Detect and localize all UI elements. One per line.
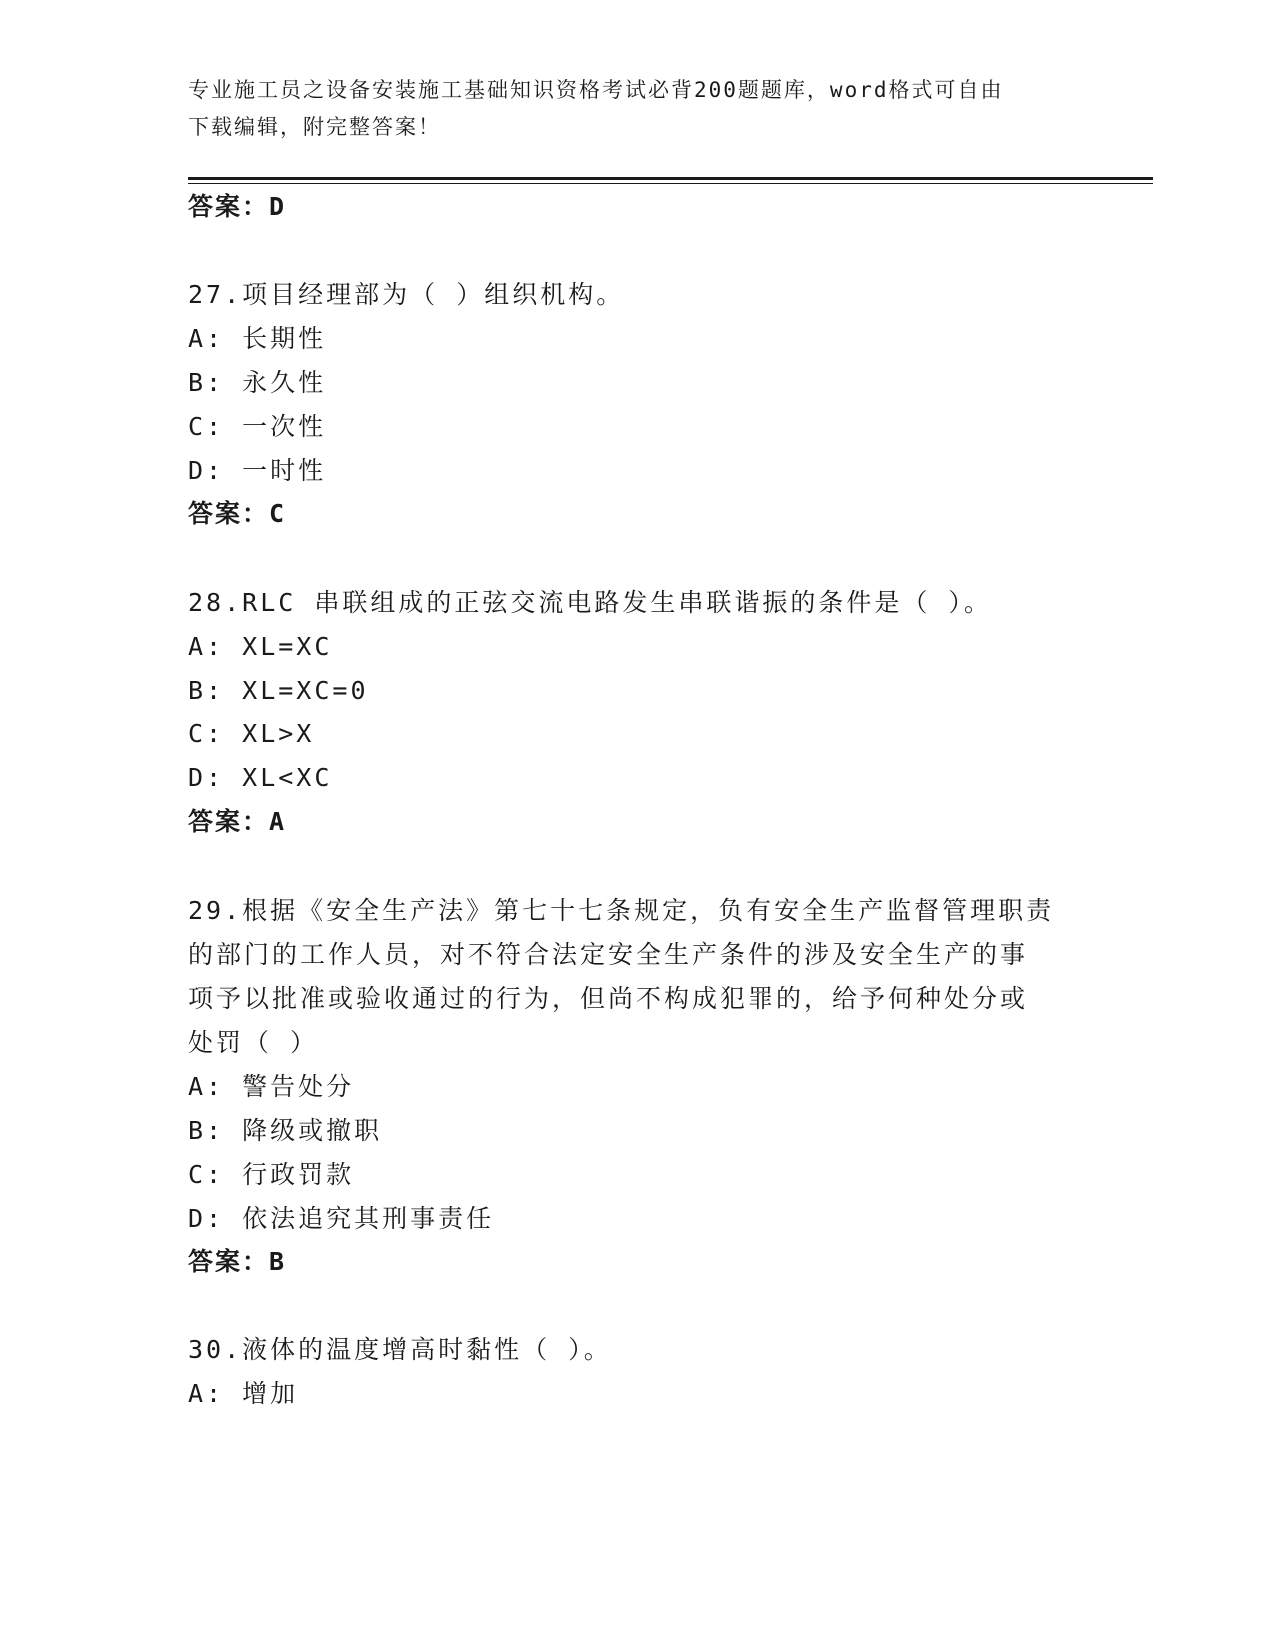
header-title-line-2: 下载编辑，附完整答案！	[188, 115, 441, 139]
header-title-line-1: 专业施工员之设备安装施工基础知识资格考试必背200题题库，word格式可自由	[188, 78, 1004, 102]
header-divider-thin	[188, 183, 1153, 184]
question-29-option-d: D: 依法追究其刑事责任	[188, 1204, 495, 1233]
question-29-stem-line-2: 的部门的工作人员，对不符合法定安全生产条件的涉及安全生产的事	[188, 940, 1029, 969]
question-29-option-b: B: 降级或撤职	[188, 1116, 383, 1145]
question-30-stem: 30.液体的温度增高时黏性（ ）。	[188, 1335, 612, 1364]
question-30-option-a: A: 增加	[188, 1379, 299, 1408]
question-27-option-c: C: 一次性	[188, 412, 327, 441]
question-29-stem-line-4: 处罚（ ）	[188, 1028, 319, 1057]
question-29-option-a: A: 警告处分	[188, 1072, 355, 1101]
question-28-option-b: B: XL=XC=0	[188, 676, 369, 705]
question-28-stem: 28.RLC 串联组成的正弦交流电路发生串联谐振的条件是（ ）。	[188, 588, 992, 617]
question-27-option-d: D: 一时性	[188, 456, 327, 485]
previous-answer: 答案：D	[188, 192, 287, 221]
question-28-option-c: C: XL>X	[188, 719, 315, 748]
question-29-option-c: C: 行政罚款	[188, 1160, 355, 1189]
header-divider-thick	[188, 177, 1153, 180]
question-29-stem-line-3: 项予以批准或验收通过的行为，但尚不构成犯罪的，给予何种处分或	[188, 984, 1029, 1013]
question-28-option-d: D: XL<XC	[188, 763, 333, 792]
question-29-answer: 答案：B	[188, 1247, 287, 1276]
question-29-stem-line-1: 29.根据《安全生产法》第七十七条规定，负有安全生产监督管理职责	[188, 896, 1055, 925]
question-27-stem: 27.项目经理部为（ ）组织机构。	[188, 280, 625, 309]
question-27-option-a: A: 长期性	[188, 324, 327, 353]
question-27-answer: 答案：C	[188, 499, 287, 528]
question-27-option-b: B: 永久性	[188, 368, 327, 397]
document-header	[188, 72, 1068, 146]
question-28-option-a: A: XL=XC	[188, 632, 333, 661]
question-28-answer: 答案：A	[188, 807, 287, 836]
